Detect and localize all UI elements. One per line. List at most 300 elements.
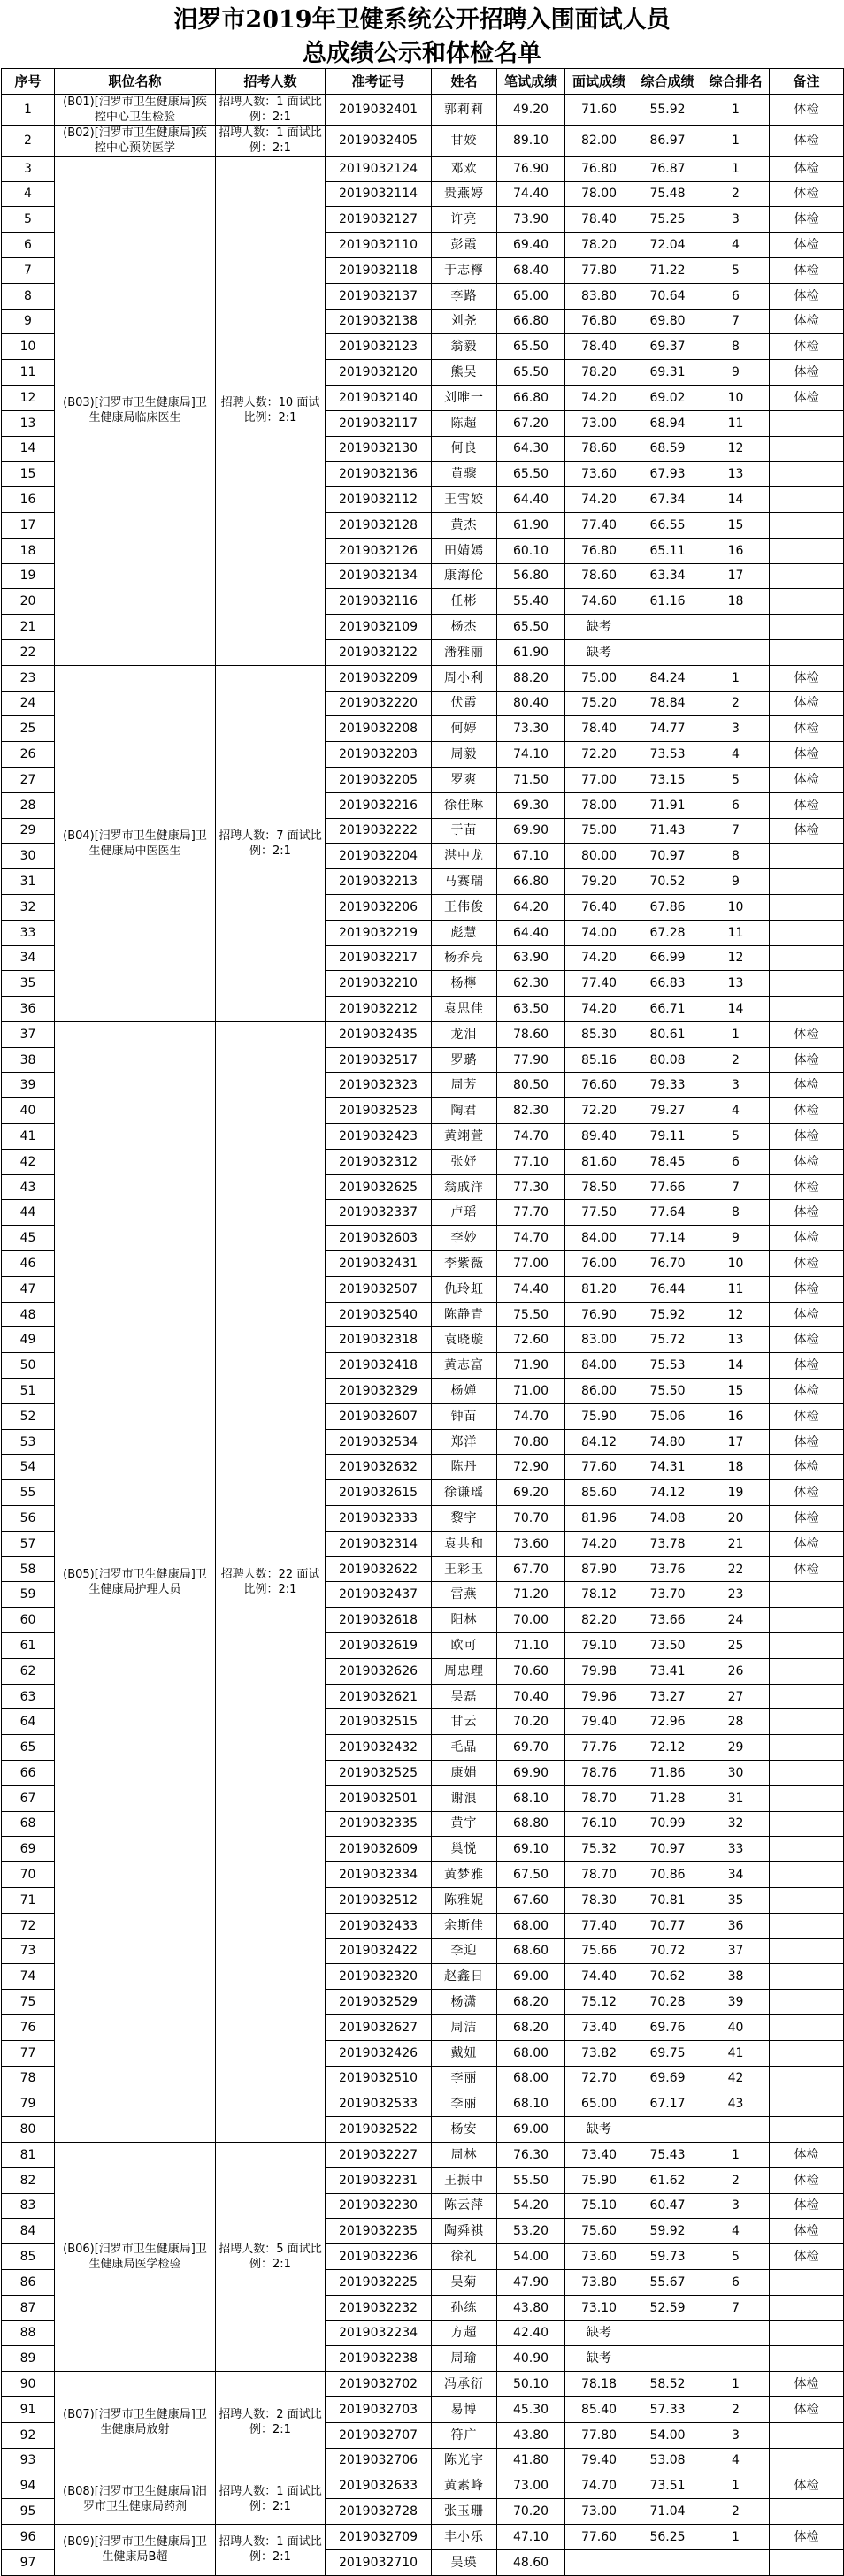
total-score-cell: 80.08 <box>633 1047 702 1073</box>
written-score-cell: 74.70 <box>497 1403 565 1429</box>
total-score-cell: 70.86 <box>633 1862 702 1888</box>
interview-score-cell: 74.20 <box>565 487 633 513</box>
interview-score-cell: 81.60 <box>565 1149 633 1174</box>
index-cell: 48 <box>2 1302 55 1327</box>
interview-score-cell: 78.50 <box>565 1174 633 1200</box>
total-score-cell: 65.11 <box>633 538 702 563</box>
total-score-cell: 73.66 <box>633 1608 702 1633</box>
index-cell: 1 <box>2 94 55 125</box>
interview-score-cell: 78.40 <box>565 334 633 360</box>
name-cell: 余斯佳 <box>432 1913 497 1938</box>
index-cell: 23 <box>2 665 55 691</box>
name-cell: 潘雅丽 <box>432 639 497 665</box>
written-score-cell: 69.00 <box>497 2117 565 2143</box>
ticket-number-cell: 2019032124 <box>326 156 432 181</box>
index-cell: 35 <box>2 971 55 997</box>
total-score-cell: 73.53 <box>633 742 702 768</box>
total-score-cell: 69.37 <box>633 334 702 360</box>
written-score-cell: 76.90 <box>497 156 565 181</box>
header-quota: 招考人数 <box>216 69 326 95</box>
name-cell: 伏霞 <box>432 691 497 716</box>
ticket-number-cell: 2019032709 <box>326 2524 432 2549</box>
ticket-number-cell: 2019032625 <box>326 1174 432 1200</box>
remark-cell: 体检 <box>770 125 844 156</box>
interview-score-cell: 75.10 <box>565 2193 633 2219</box>
ticket-number-cell: 2019032122 <box>326 639 432 665</box>
index-cell: 13 <box>2 410 55 436</box>
remark-cell: 体检 <box>770 283 844 309</box>
total-score-cell: 75.43 <box>633 2142 702 2167</box>
ticket-number-cell: 2019032110 <box>326 233 432 258</box>
rank-cell: 5 <box>702 767 770 792</box>
name-cell: 龙泪 <box>432 1021 497 1047</box>
remark-cell <box>770 1761 844 1786</box>
index-cell: 37 <box>2 1021 55 1047</box>
index-cell: 10 <box>2 334 55 360</box>
quota-cell: 招聘人数：10 面试比例：2:1 <box>216 156 326 665</box>
rank-cell: 17 <box>702 1429 770 1455</box>
index-cell: 31 <box>2 869 55 895</box>
header-row <box>2 69 844 95</box>
name-cell: 李紫薇 <box>432 1251 497 1277</box>
remark-cell <box>770 563 844 589</box>
total-score-cell: 78.84 <box>633 691 702 716</box>
ticket-number-cell: 2019032116 <box>326 589 432 615</box>
interview-score-cell <box>565 2549 633 2575</box>
header-position: 职位名称 <box>55 69 216 95</box>
written-score-cell: 70.20 <box>497 1709 565 1735</box>
index-cell: 65 <box>2 1735 55 1761</box>
name-cell: 孙练 <box>432 2295 497 2320</box>
name-cell: 李迎 <box>432 1938 497 1964</box>
rank-cell <box>702 2320 770 2346</box>
name-cell: 罗璐 <box>432 1047 497 1073</box>
index-cell: 70 <box>2 1862 55 1888</box>
name-cell: 翁毅 <box>432 334 497 360</box>
total-score-cell: 76.87 <box>633 156 702 181</box>
remark-cell <box>770 1582 844 1608</box>
interview-score-cell: 77.80 <box>565 2422 633 2448</box>
name-cell: 郭莉莉 <box>432 94 497 125</box>
interview-score-cell: 84.00 <box>565 1353 633 1379</box>
remark-cell: 体检 <box>770 1174 844 1200</box>
table-body <box>2 94 844 2575</box>
header-index: 序号 <box>2 69 55 95</box>
rank-cell: 6 <box>702 792 770 818</box>
interview-score-cell: 77.50 <box>565 1200 633 1226</box>
ticket-number-cell: 2019032225 <box>326 2269 432 2295</box>
name-cell: 翁戚洋 <box>432 1174 497 1200</box>
name-cell: 陈光宇 <box>432 2448 497 2473</box>
ticket-number-cell: 2019032117 <box>326 410 432 436</box>
index-cell: 64 <box>2 1709 55 1735</box>
index-cell: 76 <box>2 2014 55 2040</box>
rank-cell: 1 <box>702 2473 770 2499</box>
total-score-cell: 70.81 <box>633 1887 702 1913</box>
table-row <box>2 94 844 125</box>
name-cell: 周毅 <box>432 742 497 768</box>
name-cell: 阳林 <box>432 1608 497 1633</box>
written-score-cell: 68.20 <box>497 1990 565 2015</box>
total-score-cell: 79.11 <box>633 1124 702 1150</box>
ticket-number-cell: 2019032426 <box>326 2040 432 2066</box>
remark-cell <box>770 869 844 895</box>
written-score-cell: 64.20 <box>497 894 565 920</box>
name-cell: 赵鑫日 <box>432 1964 497 1990</box>
interview-score-cell: 75.32 <box>565 1837 633 1862</box>
remark-cell <box>770 920 844 945</box>
ticket-number-cell: 2019032540 <box>326 1302 432 1327</box>
rank-cell: 9 <box>702 1226 770 1251</box>
written-score-cell: 77.70 <box>497 1200 565 1226</box>
position-cell: (B05)[汨罗市卫生健康局]卫生健康局护理人员 <box>55 1021 216 2142</box>
rank-cell: 9 <box>702 869 770 895</box>
written-score-cell: 88.20 <box>497 665 565 691</box>
name-cell: 郑洋 <box>432 1429 497 1455</box>
rank-cell: 5 <box>702 257 770 283</box>
total-score-cell: 75.06 <box>633 1403 702 1429</box>
index-cell: 47 <box>2 1276 55 1302</box>
written-score-cell: 66.80 <box>497 309 565 334</box>
remark-cell: 体检 <box>770 257 844 283</box>
written-score-cell: 65.50 <box>497 615 565 640</box>
interview-score-cell: 78.70 <box>565 1862 633 1888</box>
index-cell: 83 <box>2 2193 55 2219</box>
total-score-cell: 70.62 <box>633 1964 702 1990</box>
index-cell: 7 <box>2 257 55 283</box>
ticket-number-cell: 2019032227 <box>326 2142 432 2167</box>
index-cell: 90 <box>2 2372 55 2397</box>
rank-cell <box>702 615 770 640</box>
remark-cell <box>770 1658 844 1684</box>
remark-cell <box>770 1938 844 1964</box>
index-cell: 59 <box>2 1582 55 1608</box>
index-cell: 5 <box>2 207 55 233</box>
remark-cell: 体检 <box>770 716 844 742</box>
written-score-cell: 61.90 <box>497 512 565 538</box>
written-score-cell: 67.60 <box>497 1887 565 1913</box>
written-score-cell: 68.00 <box>497 1913 565 1938</box>
interview-score-cell: 78.76 <box>565 1761 633 1786</box>
written-score-cell: 74.40 <box>497 181 565 207</box>
name-cell: 李丽 <box>432 2066 497 2091</box>
interview-score-cell: 73.00 <box>565 410 633 436</box>
name-cell: 杨乔亮 <box>432 945 497 971</box>
index-cell: 69 <box>2 1837 55 1862</box>
index-cell: 58 <box>2 1556 55 1582</box>
index-cell: 77 <box>2 2040 55 2066</box>
written-score-cell: 76.30 <box>497 2142 565 2167</box>
position-cell: (B09)[汨罗市卫生健康局]卫生健康局B超 <box>55 2524 216 2575</box>
index-cell: 52 <box>2 1403 55 1429</box>
name-cell: 陈雅妮 <box>432 1887 497 1913</box>
total-score-cell: 52.59 <box>633 2295 702 2320</box>
remark-cell: 体检 <box>770 1226 844 1251</box>
remark-cell <box>770 1862 844 1888</box>
quota-cell: 招聘人数：1 面试比例：2:1 <box>216 2473 326 2525</box>
remark-cell <box>770 1785 844 1811</box>
written-score-cell: 74.70 <box>497 1124 565 1150</box>
ticket-number-cell: 2019032512 <box>326 1887 432 1913</box>
written-score-cell: 65.50 <box>497 334 565 360</box>
remark-cell: 体检 <box>770 385 844 410</box>
rank-cell: 5 <box>702 1124 770 1150</box>
written-score-cell: 82.30 <box>497 1098 565 1124</box>
index-cell: 32 <box>2 894 55 920</box>
position-cell: (B08)[汨罗市卫生健康局]汨罗市卫生健康局药剂 <box>55 2473 216 2525</box>
ticket-number-cell: 2019032323 <box>326 1073 432 1098</box>
remark-cell: 体检 <box>770 742 844 768</box>
remark-cell: 体检 <box>770 1327 844 1353</box>
page-title <box>0 0 844 68</box>
total-score-cell: 77.66 <box>633 1174 702 1200</box>
name-cell: 袁晓璇 <box>432 1327 497 1353</box>
total-score-cell: 74.77 <box>633 716 702 742</box>
rank-cell: 11 <box>702 410 770 436</box>
total-score-cell: 74.80 <box>633 1429 702 1455</box>
written-score-cell: 45.30 <box>497 2396 565 2422</box>
index-cell: 74 <box>2 1964 55 1990</box>
remark-cell <box>770 945 844 971</box>
remark-cell: 体检 <box>770 207 844 233</box>
interview-score-cell: 84.00 <box>565 1226 633 1251</box>
remark-cell: 体检 <box>770 1480 844 1506</box>
name-cell: 周瑜 <box>432 2346 497 2372</box>
interview-score-cell: 79.98 <box>565 1658 633 1684</box>
total-score-cell: 76.70 <box>633 1251 702 1277</box>
total-score-cell: 54.00 <box>633 2422 702 2448</box>
total-score-cell <box>633 639 702 665</box>
ticket-number-cell: 2019032213 <box>326 869 432 895</box>
header-written-score: 笔试成绩 <box>497 69 565 95</box>
total-score-cell: 70.97 <box>633 1837 702 1862</box>
total-score-cell: 79.33 <box>633 1073 702 1098</box>
ticket-number-cell: 2019032335 <box>326 1811 432 1837</box>
name-cell: 徐礼 <box>432 2244 497 2270</box>
remark-cell: 体检 <box>770 1021 844 1047</box>
ticket-number-cell: 2019032137 <box>326 283 432 309</box>
rank-cell: 20 <box>702 1506 770 1532</box>
index-cell: 33 <box>2 920 55 945</box>
remark-cell <box>770 436 844 462</box>
name-cell: 毛晶 <box>432 1735 497 1761</box>
interview-score-cell: 缺考 <box>565 2346 633 2372</box>
written-score-cell: 68.80 <box>497 1811 565 1837</box>
interview-score-cell: 75.00 <box>565 818 633 844</box>
name-cell: 张玉珊 <box>432 2499 497 2525</box>
remark-cell: 体检 <box>770 334 844 360</box>
rank-cell: 38 <box>702 1964 770 1990</box>
position-cell: (B06)[汨罗市卫生健康局]卫生健康局医学检验 <box>55 2142 216 2371</box>
written-score-cell: 77.00 <box>497 1251 565 1277</box>
total-score-cell: 75.50 <box>633 1379 702 1404</box>
interview-score-cell: 73.82 <box>565 2040 633 2066</box>
remark-cell: 体检 <box>770 1379 844 1404</box>
total-score-cell: 71.28 <box>633 1785 702 1811</box>
rank-cell: 2 <box>702 2396 770 2422</box>
rank-cell: 1 <box>702 665 770 691</box>
written-score-cell: 53.20 <box>497 2219 565 2244</box>
total-score-cell: 78.45 <box>633 1149 702 1174</box>
ticket-number-cell: 2019032618 <box>326 1608 432 1633</box>
name-cell: 彪慧 <box>432 920 497 945</box>
index-cell: 14 <box>2 436 55 462</box>
name-cell: 王振中 <box>432 2167 497 2193</box>
total-score-cell: 61.62 <box>633 2167 702 2193</box>
rank-cell: 1 <box>702 125 770 156</box>
written-score-cell: 60.10 <box>497 538 565 563</box>
interview-score-cell: 78.18 <box>565 2372 633 2397</box>
ticket-number-cell: 2019032728 <box>326 2499 432 2525</box>
name-cell: 邓欢 <box>432 156 497 181</box>
index-cell: 60 <box>2 1608 55 1633</box>
ticket-number-cell: 2019032128 <box>326 512 432 538</box>
ticket-number-cell: 2019032222 <box>326 818 432 844</box>
remark-cell <box>770 2295 844 2320</box>
ticket-number-cell: 2019032515 <box>326 1709 432 1735</box>
name-cell: 戴妞 <box>432 2040 497 2066</box>
rank-cell: 15 <box>702 1379 770 1404</box>
rank-cell: 8 <box>702 334 770 360</box>
index-cell: 86 <box>2 2269 55 2295</box>
ticket-number-cell: 2019032405 <box>326 125 432 156</box>
quota-cell: 招聘人数：5 面试比例：2:1 <box>216 2142 326 2371</box>
index-cell: 4 <box>2 181 55 207</box>
remark-cell: 体检 <box>770 665 844 691</box>
total-score-cell: 71.22 <box>633 257 702 283</box>
remark-cell <box>770 1684 844 1709</box>
name-cell: 陈丹 <box>432 1455 497 1480</box>
rank-cell: 4 <box>702 233 770 258</box>
interview-score-cell: 79.40 <box>565 2448 633 2473</box>
ticket-number-cell: 2019032231 <box>326 2167 432 2193</box>
ticket-number-cell: 2019032422 <box>326 1938 432 1964</box>
remark-cell <box>770 971 844 997</box>
ticket-number-cell: 2019032533 <box>326 2091 432 2117</box>
name-cell: 何良 <box>432 436 497 462</box>
name-cell: 许亮 <box>432 207 497 233</box>
name-cell: 王雪姣 <box>432 487 497 513</box>
interview-score-cell: 85.60 <box>565 1480 633 1506</box>
index-cell: 79 <box>2 2091 55 2117</box>
name-cell: 黎宇 <box>432 1506 497 1532</box>
remark-cell: 体检 <box>770 1073 844 1098</box>
remark-cell: 体检 <box>770 792 844 818</box>
interview-score-cell: 73.60 <box>565 462 633 487</box>
total-score-cell: 77.64 <box>633 1200 702 1226</box>
index-cell: 96 <box>2 2524 55 2549</box>
interview-score-cell: 76.00 <box>565 1251 633 1277</box>
interview-score-cell: 缺考 <box>565 2117 633 2143</box>
total-score-cell: 75.53 <box>633 1353 702 1379</box>
index-cell: 92 <box>2 2422 55 2448</box>
written-score-cell: 68.00 <box>497 2040 565 2066</box>
table-row <box>2 1021 844 1047</box>
interview-score-cell: 78.70 <box>565 1785 633 1811</box>
written-score-cell: 80.50 <box>497 1073 565 1098</box>
ticket-number-cell: 2019032120 <box>326 360 432 386</box>
index-cell: 26 <box>2 742 55 768</box>
remark-cell <box>770 2269 844 2295</box>
rank-cell: 14 <box>702 1353 770 1379</box>
rank-cell: 26 <box>702 1658 770 1684</box>
written-score-cell: 80.40 <box>497 691 565 716</box>
remark-cell <box>770 2320 844 2346</box>
remark-cell: 体检 <box>770 1353 844 1379</box>
written-score-cell: 75.50 <box>497 1302 565 1327</box>
written-score-cell: 66.80 <box>497 385 565 410</box>
remark-cell: 体检 <box>770 2372 844 2397</box>
interview-score-cell: 71.60 <box>565 94 633 125</box>
index-cell: 80 <box>2 2117 55 2143</box>
ticket-number-cell: 2019032318 <box>326 1327 432 1353</box>
written-score-cell: 70.70 <box>497 1506 565 1532</box>
total-score-cell: 73.27 <box>633 1684 702 1709</box>
interview-score-cell: 80.00 <box>565 844 633 869</box>
total-score-cell: 73.76 <box>633 1556 702 1582</box>
remark-cell <box>770 589 844 615</box>
ticket-number-cell: 2019032210 <box>326 971 432 997</box>
ticket-number-cell: 2019032112 <box>326 487 432 513</box>
position-cell: (B02)[汨罗市卫生健康局]疾控中心预防医学 <box>55 125 216 156</box>
index-cell: 53 <box>2 1429 55 1455</box>
ticket-number-cell: 2019032703 <box>326 2396 432 2422</box>
written-score-cell: 71.50 <box>497 767 565 792</box>
name-cell: 贵燕婷 <box>432 181 497 207</box>
interview-score-cell: 77.00 <box>565 767 633 792</box>
ticket-number-cell: 2019032203 <box>326 742 432 768</box>
interview-score-cell: 65.00 <box>565 2091 633 2117</box>
written-score-cell: 62.30 <box>497 971 565 997</box>
rank-cell: 8 <box>702 844 770 869</box>
rank-cell: 2 <box>702 2499 770 2525</box>
name-cell: 张妤 <box>432 1149 497 1174</box>
remark-cell <box>770 615 844 640</box>
total-score-cell: 72.96 <box>633 1709 702 1735</box>
remark-cell <box>770 2091 844 2117</box>
interview-score-cell: 73.40 <box>565 2014 633 2040</box>
name-cell: 陈静青 <box>432 1302 497 1327</box>
written-score-cell: 69.90 <box>497 1761 565 1786</box>
ticket-number-cell: 2019032517 <box>326 1047 432 1073</box>
name-cell: 刘尧 <box>432 309 497 334</box>
index-cell: 95 <box>2 2499 55 2525</box>
remark-cell: 体检 <box>770 2193 844 2219</box>
name-cell: 方超 <box>432 2320 497 2346</box>
total-score-cell: 70.52 <box>633 869 702 895</box>
interview-score-cell: 78.40 <box>565 716 633 742</box>
rank-cell: 1 <box>702 2142 770 2167</box>
name-cell: 周洁 <box>432 2014 497 2040</box>
remark-cell: 体检 <box>770 1455 844 1480</box>
interview-score-cell: 78.60 <box>565 436 633 462</box>
name-cell: 康海伦 <box>432 563 497 589</box>
header-interview-score: 面试成绩 <box>565 69 633 95</box>
written-score-cell: 65.00 <box>497 283 565 309</box>
ticket-number-cell: 2019032626 <box>326 1658 432 1684</box>
rank-cell: 29 <box>702 1735 770 1761</box>
interview-score-cell: 73.10 <box>565 2295 633 2320</box>
written-score-cell: 64.30 <box>497 436 565 462</box>
ticket-number-cell: 2019032433 <box>326 1913 432 1938</box>
name-cell: 黄素峰 <box>432 2473 497 2499</box>
total-score-cell: 75.92 <box>633 1302 702 1327</box>
total-score-cell <box>633 615 702 640</box>
rank-cell: 37 <box>702 1938 770 1964</box>
ticket-number-cell: 2019032622 <box>326 1556 432 1582</box>
remark-cell: 体检 <box>770 2244 844 2270</box>
total-score-cell: 73.15 <box>633 767 702 792</box>
